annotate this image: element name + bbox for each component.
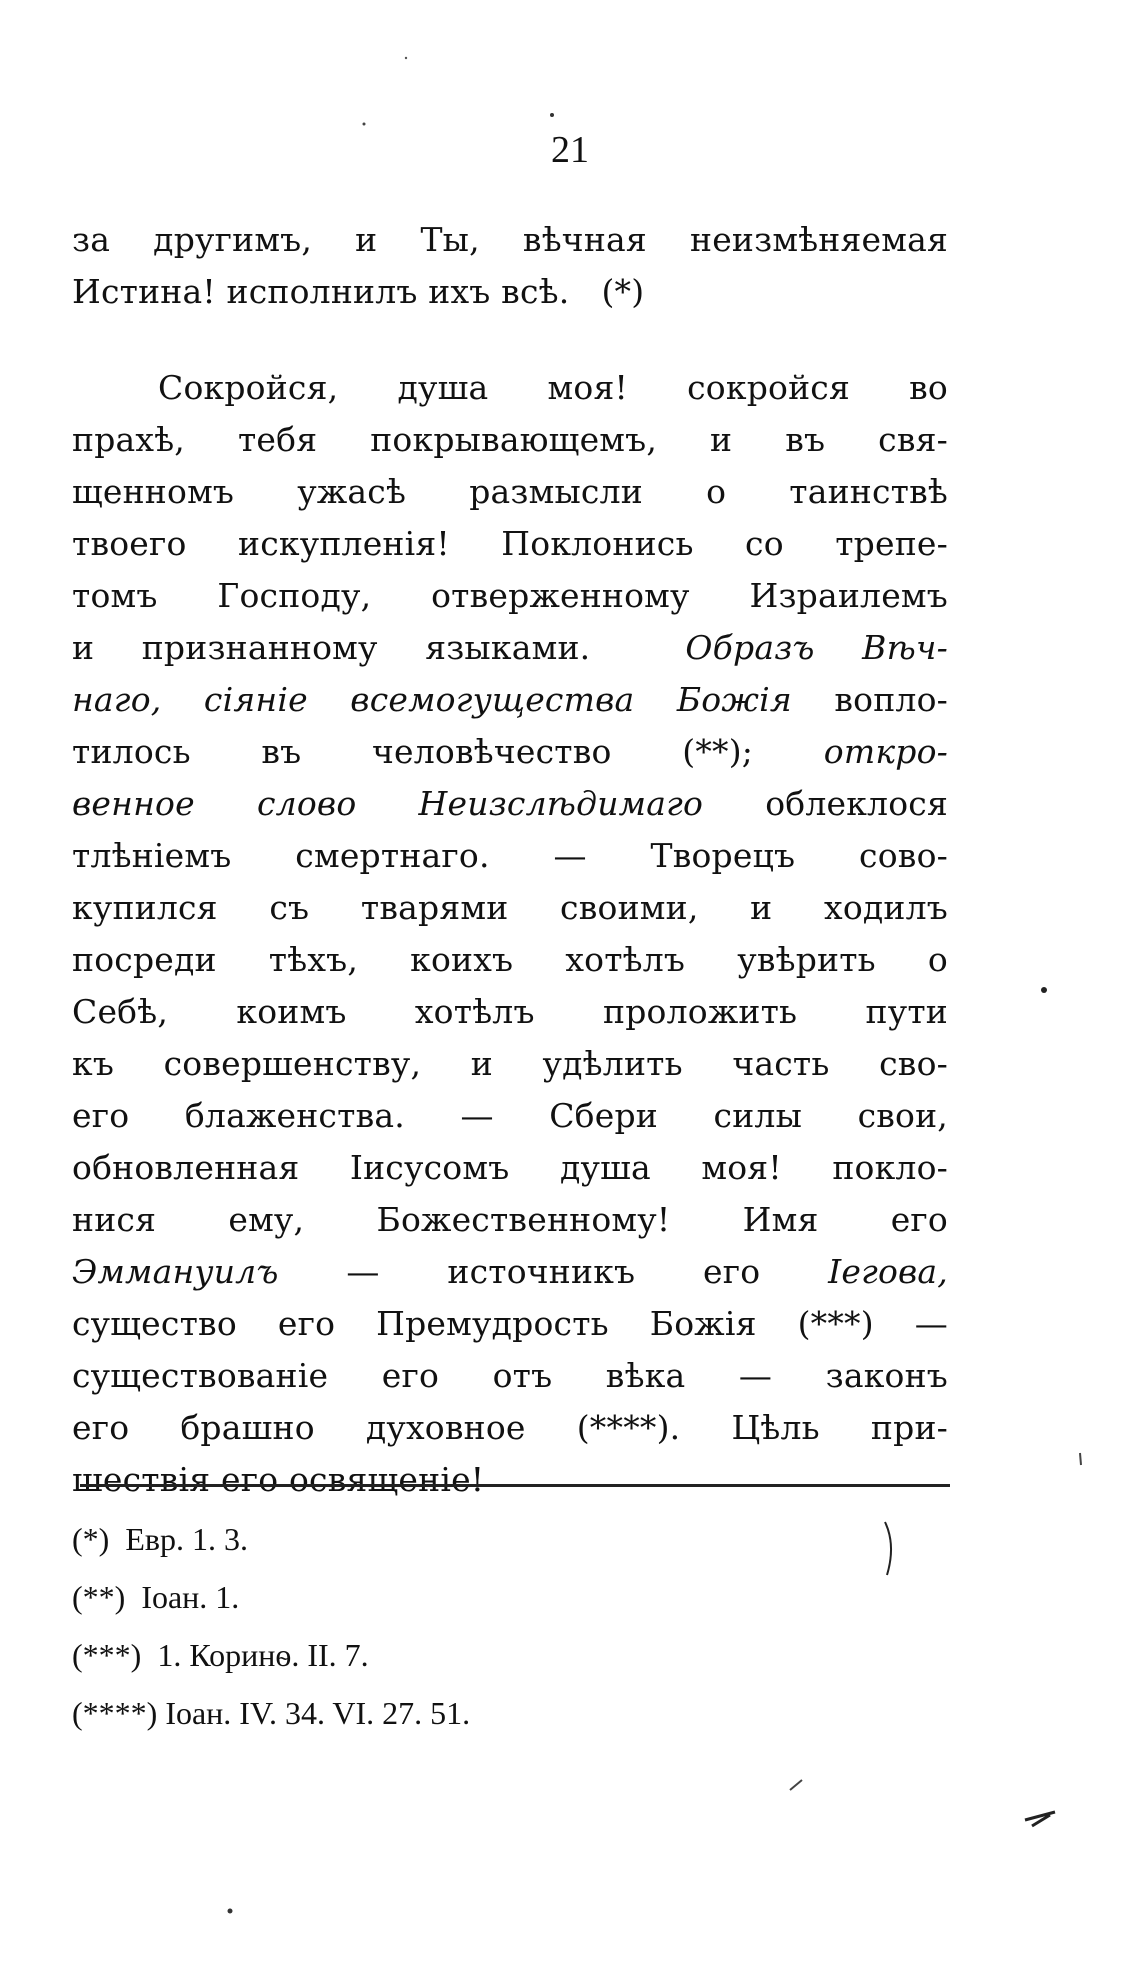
text-segment: прахѣ, тебя покрывающемъ, и въ свя-: [72, 420, 948, 459]
text-segment: его блаженства. — Сбери силы свои,: [72, 1096, 948, 1135]
text-segment: Сокройся, душа моя! сокройся во: [158, 368, 948, 407]
text-segment: Себѣ, коимъ хотѣлъ проложить пути: [72, 992, 948, 1031]
text-segment: существованіе его отъ вѣка — законъ: [72, 1356, 948, 1395]
italic-text-segment: Iегова,: [828, 1252, 948, 1291]
text-segment: купился съ тварями своими, и ходилъ: [72, 888, 948, 927]
italic-text-segment: откро-: [823, 732, 948, 771]
text-segment: облеклося: [765, 784, 948, 823]
text-segment: за другимъ, и Ты, вѣчная неизмѣняемая: [72, 220, 948, 259]
italic-text-segment: наго, сіяніе всемогущества Божія: [72, 680, 835, 719]
text-segment: тлѣніемъ смертнаго. — Творецъ сово-: [72, 836, 948, 875]
text-segment: томъ Господу, отверженному Израилемъ: [72, 576, 948, 615]
text-segment: — источникъ его: [278, 1252, 829, 1291]
page-number: 21: [551, 129, 589, 171]
text-segment: обновленная Іисусомъ душа моя! покло-: [72, 1148, 948, 1187]
text-segment: вопло-: [834, 680, 948, 719]
text-segment: его брашно духовное (****). Цѣль при-: [72, 1408, 948, 1447]
italic-text-segment: венное слово Неизслѣдимаго: [72, 784, 766, 823]
text-segment: и признанному языками.: [72, 628, 686, 667]
text-segment: щенномъ ужасѣ размысли о таинствѣ: [72, 472, 948, 511]
footnote: (***) 1. Коринѳ. II. 7.: [72, 1637, 369, 1673]
text-segment: существо его Премудрость Божія (***) —: [72, 1304, 948, 1343]
text-segment: Истина! исполнилъ ихъ всѣ. (*): [72, 272, 645, 311]
text-segment: тилось въ человѣчество (**);: [72, 732, 824, 771]
text-segment: шествія его освященіе!: [72, 1460, 485, 1499]
italic-text-segment: Образъ Вѣч-: [685, 628, 948, 667]
footnote: (*) Евр. 1. 3.: [72, 1521, 248, 1557]
text-segment: посреди тѣхъ, коихъ хотѣлъ увѣрить о: [72, 940, 948, 979]
text-segment: твоего искупленія! Поклонись со трепе-: [72, 524, 948, 563]
text-segment: къ совершенству, и удѣлить часть сво-: [72, 1044, 948, 1083]
text-segment: нися ему, Божественному! Имя его: [72, 1200, 948, 1239]
footnote: (****) Іоан. IV. 34. VI. 27. 51.: [72, 1695, 471, 1731]
footnote: (**) Іоан. 1.: [72, 1579, 240, 1615]
italic-text-segment: Эммануилъ: [72, 1252, 279, 1291]
